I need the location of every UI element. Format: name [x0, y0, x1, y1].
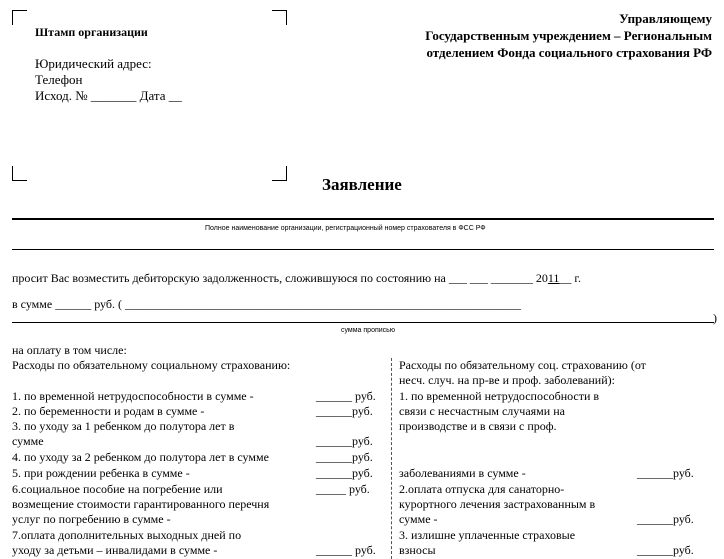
stamp-phone: Телефон	[35, 72, 83, 87]
right-item-1-cont2: производстве и в связи с проф.	[399, 419, 557, 433]
right-item-2: 2.оплата отпуска для санаторно-	[399, 482, 565, 496]
left-item-1-amount: ______ руб.	[316, 389, 376, 403]
left-item-7-amount: ______ руб.	[316, 543, 376, 557]
left-item-2: 2. по беременности и родам в сумме -	[12, 404, 205, 418]
left-item-6-cont2: услуг по погребению в сумме -	[12, 512, 171, 526]
left-item-3-cont: сумме	[12, 434, 44, 448]
left-item-5: 5. при рождении ребенка в сумме -	[12, 466, 190, 480]
left-heading: Расходы по обязательному социальному страхованию:	[12, 358, 291, 372]
left-item-6-amount: _____ руб.	[316, 482, 370, 496]
left-item-2-amount: ______руб.	[316, 404, 373, 418]
right-item-1-cont3: заболеваниями в сумме -	[399, 466, 526, 480]
left-item-6-cont: возмещение стоимости гарантированного перечня	[12, 497, 270, 511]
right-item-2-cont: курортного лечения застрахованным в	[399, 497, 596, 511]
left-item-4: 4. по уходу за 2 ребенком до полутора лет в сумме	[12, 450, 269, 464]
stamp-legal-address: Юридический адрес:	[35, 56, 152, 71]
org-name-line-2	[12, 249, 714, 250]
left-item-7-cont: уходу за детьми – инвалидами в сумме -	[12, 543, 218, 557]
sum-caption: сумма прописью	[341, 327, 396, 334]
right-item-1: 1. по временной нетрудоспособности в	[399, 389, 600, 403]
stamp-corner-bottom-right	[272, 166, 287, 181]
right-item-2-amount: ______руб.	[637, 512, 694, 526]
right-item-3: 3. излишне уплаченные страховые	[399, 528, 576, 542]
stamp-outgoing: Исход. № _______ Дата __	[35, 88, 182, 103]
left-item-5-amount: ______руб.	[316, 466, 373, 480]
left-item-6: 6.социальное пособие на погребение или	[12, 482, 223, 496]
right-item-1-cont: связи с несчастным случаями на	[399, 404, 565, 418]
right-item-1-amount: ______руб.	[637, 466, 694, 480]
left-item-4-amount: ______руб.	[316, 450, 373, 464]
right-heading-1: Расходы по обязательному соц. страхованию (от	[399, 358, 646, 372]
left-item-7: 7.оплата дополнительных выходных дней по	[12, 528, 242, 542]
sum-words-line	[12, 322, 714, 323]
right-item-3-amount: ______руб.	[637, 543, 694, 557]
including-label: на оплату в том числе:	[12, 343, 127, 357]
right-item-3-cont: взносы	[399, 543, 436, 557]
request-year: 11	[547, 271, 560, 285]
recipient-line-1: Управляющему	[619, 11, 712, 26]
left-item-3: 3. по уходу за 1 ребенком до полутора лет в	[12, 419, 235, 433]
left-item-3-amount: ______руб.	[316, 434, 373, 448]
recipient-line-2: Государственным учреждением – Региональным	[425, 28, 712, 43]
column-divider	[391, 358, 392, 559]
request-text	[12, 271, 581, 286]
left-item-1: 1. по временной нетрудоспособности в сумме -	[12, 389, 254, 403]
right-item-2-cont2: сумме -	[399, 512, 438, 526]
sum-close-paren: )	[713, 311, 717, 325]
stamp-corner-top-left	[12, 10, 27, 25]
sum-line: в сумме ______ руб. ( __________________________________________________________________	[12, 297, 521, 311]
stamp-corner-top-right	[272, 10, 287, 25]
recipient-line-3: отделением Фонда социального страхования РФ	[426, 45, 712, 60]
request-text-main: просит Вас возместить дебиторскую задолженность, сложившуюся по состоянию на ___ ___ _______ 20	[12, 271, 548, 285]
org-name-line	[12, 218, 714, 220]
stamp-corner-bottom-left	[12, 166, 27, 181]
document-title: Заявление	[322, 175, 402, 194]
right-heading-2: несч. случ. на пр-ве и проф. заболеваний):	[399, 373, 615, 387]
request-year-end: __ г.	[559, 271, 581, 285]
org-name-caption: Полное наименование организации, регистрационный номер страхователя в ФСС РФ	[205, 225, 486, 232]
stamp-title: Штамп организации	[35, 25, 148, 39]
